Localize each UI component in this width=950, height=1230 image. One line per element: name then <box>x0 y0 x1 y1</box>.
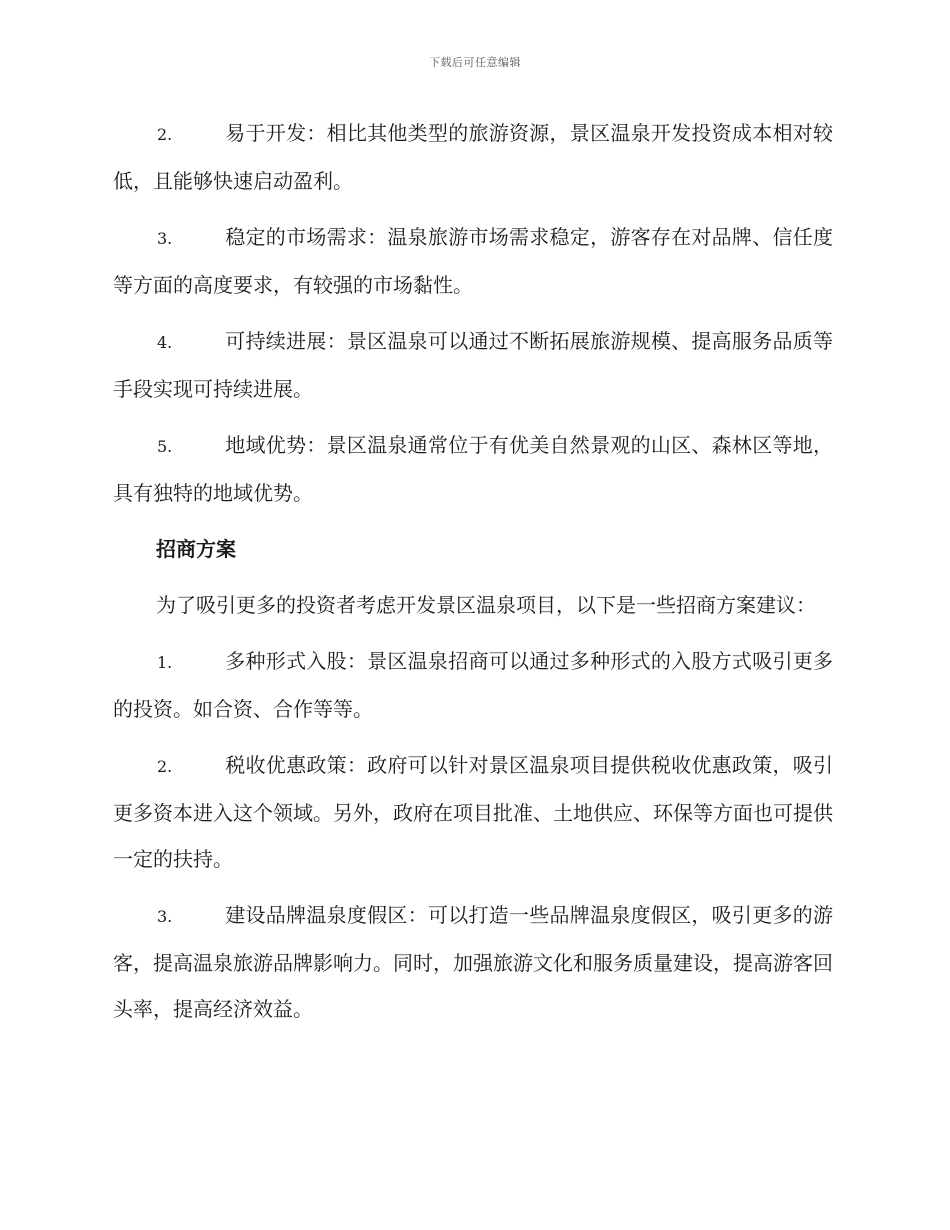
list-item <box>113 318 833 412</box>
section-intro: 为了吸引更多的投资者考虑开发景区温泉项目，以下是一些招商方案建议： <box>156 593 816 617</box>
list-number: 5. <box>157 437 173 456</box>
list-number: 3. <box>157 229 173 248</box>
page-header: 下载后可任意编辑 <box>429 56 521 69</box>
list-number: 4. <box>157 333 173 352</box>
list-text: 税收优惠政策：政府可以针对景区温泉项目提供税收优惠政策，吸引更多资本进入这个领域。另外，政府在项目批准、土地供应、环保等方面也可提供一定的扶持。 <box>113 753 833 871</box>
list-item <box>113 892 833 1032</box>
list-text: 易于开发：相比其他类型的旅游资源，景区温泉开发投资成本相对较低，且能够快速启动盈利。 <box>113 121 833 193</box>
list-text: 多种形式入股：景区温泉招商可以通过多种形式的入股方式吸引更多的投资。如合资、合作等等。 <box>113 649 833 721</box>
list-text: 建设品牌温泉度假区：可以打造一些品牌温泉度假区，吸引更多的游客，提高温泉旅游品牌影响力。同时，加强旅游文化和服务质量建设，提高游客回头率，提高经济效益。 <box>113 903 833 1021</box>
list-item <box>113 110 833 204</box>
list-number: 3. <box>157 907 173 926</box>
document-body <box>113 110 833 1042</box>
list-item <box>113 742 833 882</box>
list-number: 2. <box>157 757 173 776</box>
list-item <box>113 638 833 732</box>
list-item <box>113 214 833 308</box>
list-text: 稳定的市场需求：温泉旅游市场需求稳定，游客存在对品牌、信任度等方面的高度要求，有较强的市场黏性。 <box>113 225 833 297</box>
list-number: 1. <box>157 653 173 672</box>
list-item <box>113 422 833 516</box>
section-heading: 招商方案 <box>156 537 236 561</box>
list-text: 地域优势：景区温泉通常位于有优美自然景观的山区、森林区等地，具有独特的地域优势。 <box>113 433 833 505</box>
list-text: 可持续进展：景区温泉可以通过不断拓展旅游规模、提高服务品质等手段实现可持续进展。 <box>113 329 833 401</box>
list-number: 2. <box>157 125 173 144</box>
